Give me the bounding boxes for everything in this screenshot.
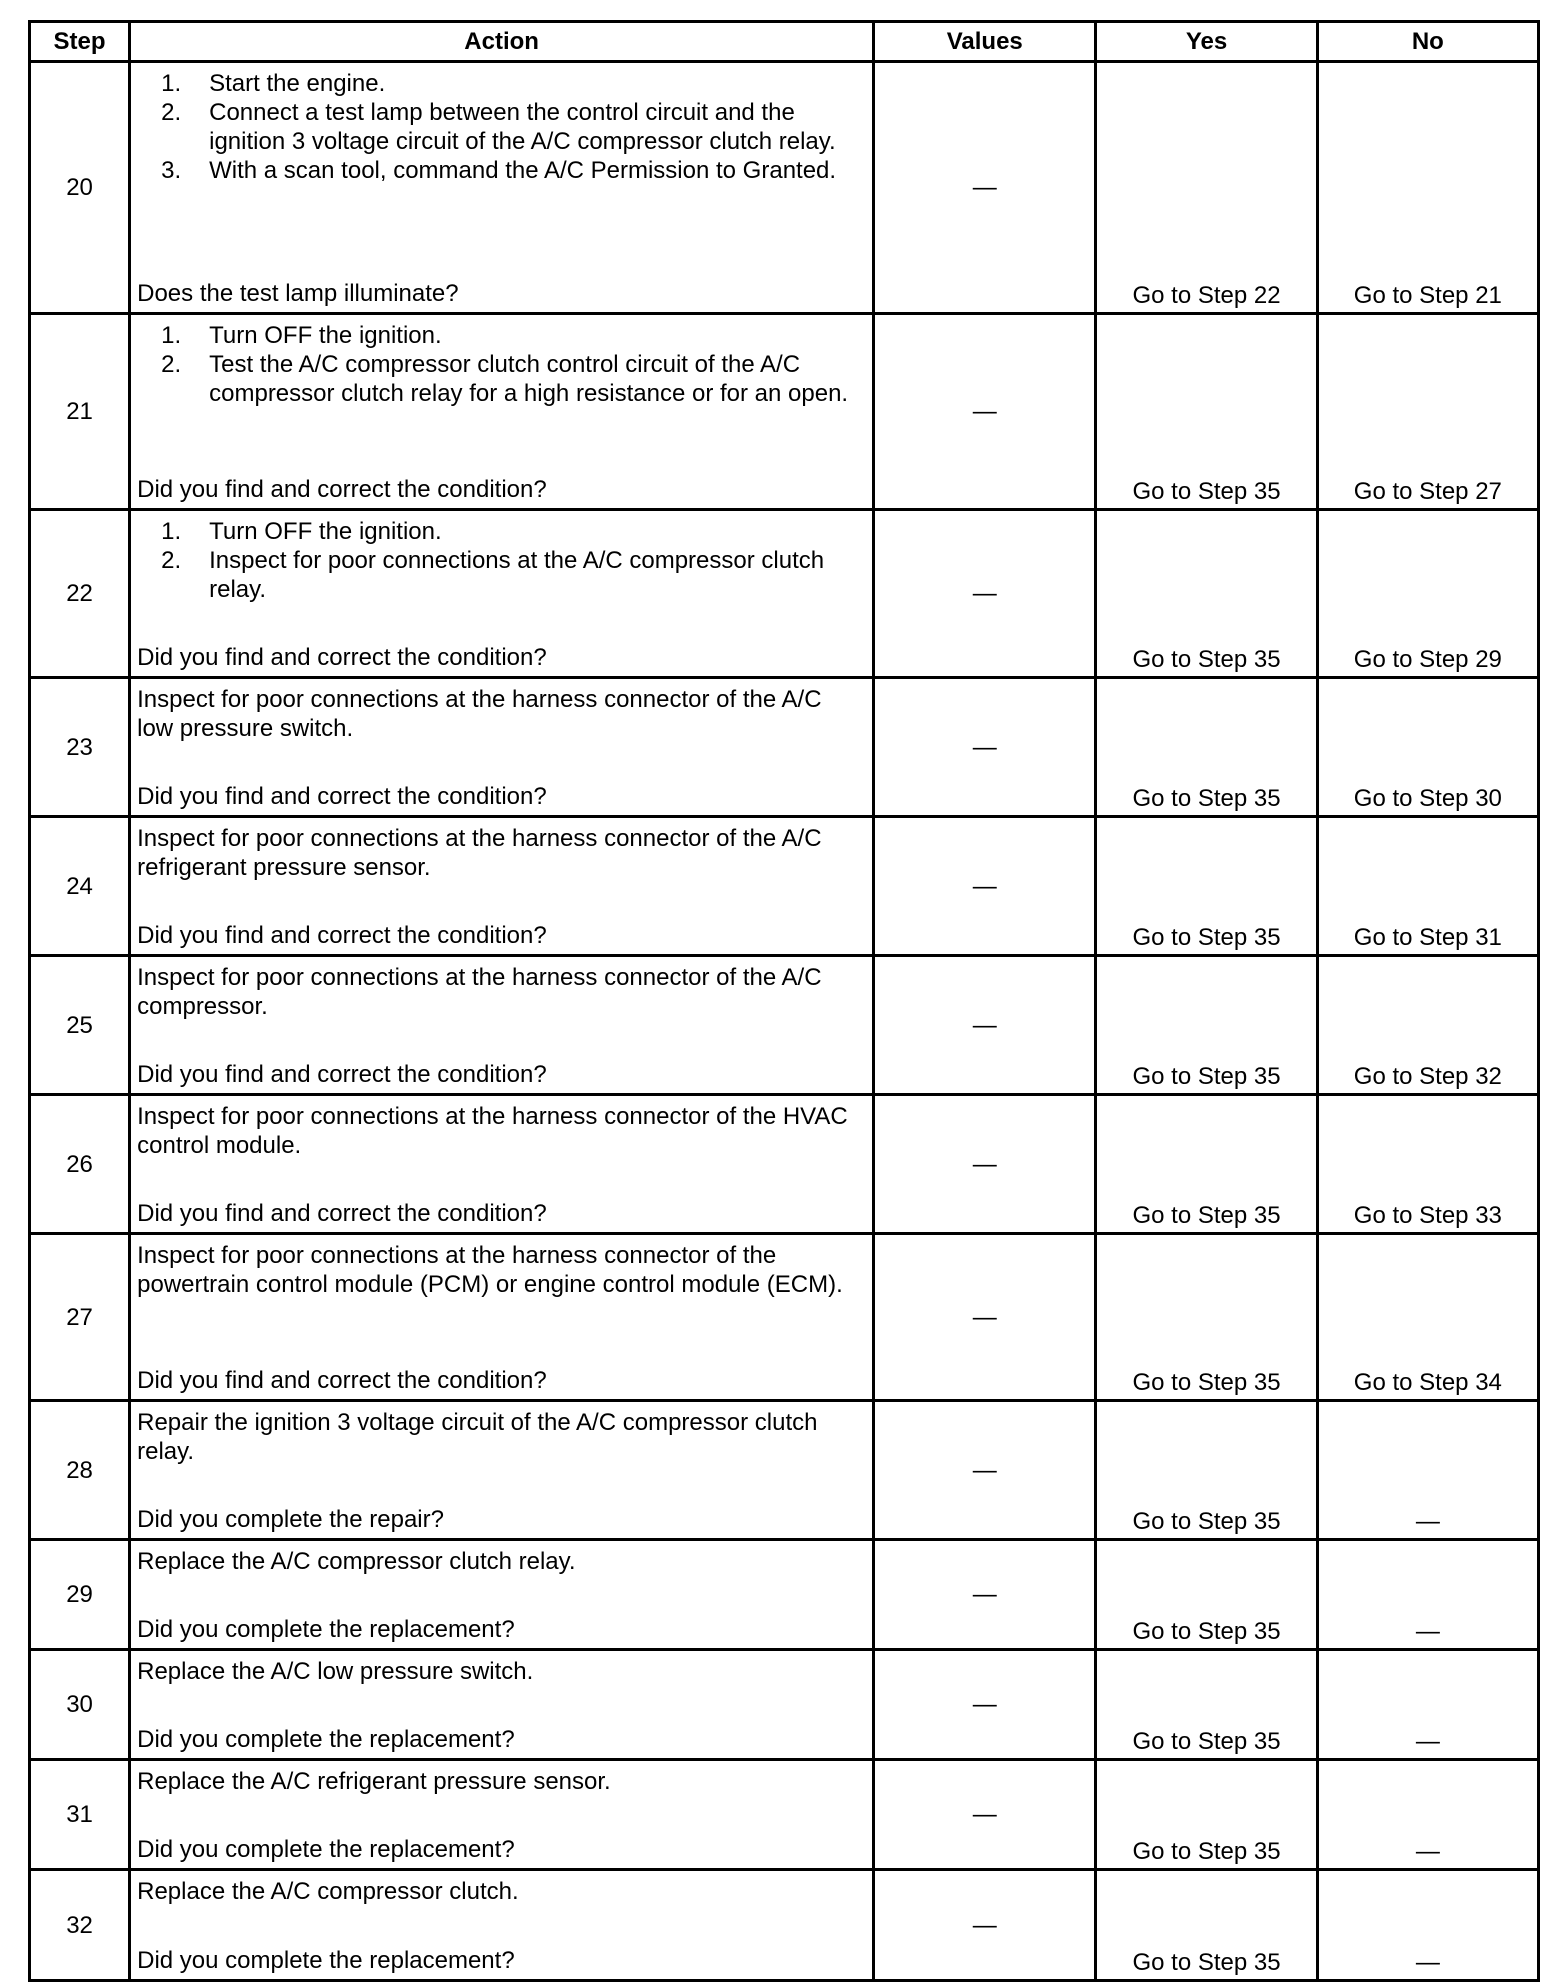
yes-result: Go to Step 35 [1096,1401,1317,1540]
table-row [30,678,1539,817]
action-question: Did you complete the replacement? [137,1616,515,1643]
table-row [30,1401,1539,1540]
step-number: 27 [30,1234,130,1401]
action-content [137,1408,864,1534]
action-cell [130,1401,874,1540]
action-cell [130,817,874,956]
yes-result: Go to Step 35 [1096,1650,1317,1760]
table-row [30,314,1539,510]
action-steps-list [137,517,864,604]
list-item-text: Test the A/C compressor clutch control circuit of the A/C compressor clutch relay for a high resistance or for an open. [209,351,849,407]
table-row [30,1540,1539,1650]
header-yes: Yes [1096,22,1317,62]
no-result: Go to Step 31 [1317,817,1538,956]
table-row [30,956,1539,1095]
action-content [137,1767,864,1864]
header-action: Action [130,22,874,62]
action-text: Inspect for poor connections at the harness connector of the HVAC control module. [137,1103,848,1159]
step-number: 23 [30,678,130,817]
values-cell: — [874,1234,1096,1401]
action-cell [130,956,874,1095]
action-text: Replace the A/C refrigerant pressure sensor. [137,1768,611,1795]
yes-result: Go to Step 35 [1096,1095,1317,1234]
action-content [137,685,864,811]
step-number: 32 [30,1870,130,1981]
action-question: Did you find and correct the condition? [137,783,547,810]
no-result: Go to Step 34 [1317,1234,1538,1401]
action-question: Did you complete the replacement? [137,1947,515,1974]
action-steps-list [137,69,864,185]
step-number: 31 [30,1760,130,1870]
list-item-number: 1. [161,518,182,545]
no-result: Go to Step 32 [1317,956,1538,1095]
list-item [137,98,864,156]
values-cell: — [874,1650,1096,1760]
action-cell [130,1870,874,1981]
yes-result: Go to Step 35 [1096,1540,1317,1650]
header-step: Step [30,22,130,62]
values-cell: — [874,510,1096,678]
action-text: Inspect for poor connections at the harness connector of the A/C compressor. [137,964,822,1020]
step-number: 20 [30,62,130,314]
action-question: Did you complete the replacement? [137,1836,515,1863]
list-item-number: 2. [161,351,182,378]
action-question: Did you find and correct the condition? [137,644,547,671]
yes-result: Go to Step 35 [1096,1234,1317,1401]
action-question: Did you find and correct the condition? [137,1367,547,1394]
action-question: Did you find and correct the condition? [137,1200,547,1227]
step-number: 22 [30,510,130,678]
values-cell: — [874,678,1096,817]
step-number: 29 [30,1540,130,1650]
action-cell [130,510,874,678]
action-cell [130,678,874,817]
action-text: Repair the ignition 3 voltage circuit of the A/C compressor clutch relay. [137,1409,818,1465]
list-item [137,69,864,98]
yes-result: Go to Step 35 [1096,817,1317,956]
yes-result: Go to Step 35 [1096,314,1317,510]
table-row [30,1234,1539,1401]
header-row [30,22,1539,62]
action-content [137,1102,864,1228]
step-number: 25 [30,956,130,1095]
list-item [137,517,864,546]
no-result: Go to Step 27 [1317,314,1538,510]
step-number: 21 [30,314,130,510]
list-item-text: With a scan tool, command the A/C Permission to Granted. [209,157,837,184]
action-question: Did you find and correct the condition? [137,476,547,503]
action-text: Inspect for poor connections at the harness connector of the A/C refrigerant pressure sensor. [137,825,822,881]
list-item-number: 2. [161,547,182,574]
list-item-number: 1. [161,70,182,97]
diagnostic-table [28,20,1540,1982]
table-row [30,1650,1539,1760]
no-result: — [1317,1650,1538,1760]
list-item-number: 3. [161,157,182,184]
values-cell: — [874,1870,1096,1981]
action-text: Inspect for poor connections at the harness connector of the powertrain control module (PCM) or engine control module (ECM). [137,1242,843,1298]
action-cell [130,314,874,510]
table-row [30,1870,1539,1981]
action-content [137,1657,864,1754]
action-content [137,963,864,1089]
table-row [30,1760,1539,1870]
action-question: Did you find and correct the condition? [137,922,547,949]
action-cell [130,1760,874,1870]
table-body [30,62,1539,1981]
step-number: 26 [30,1095,130,1234]
header-values: Values [874,22,1096,62]
action-text: Replace the A/C compressor clutch relay. [137,1548,576,1575]
action-question: Did you complete the repair? [137,1506,444,1533]
action-content [137,1241,864,1395]
values-cell: — [874,62,1096,314]
action-steps-list [137,321,864,408]
action-question: Did you complete the replacement? [137,1726,515,1753]
action-text: Replace the A/C low pressure switch. [137,1658,534,1685]
action-cell [130,1650,874,1760]
action-content [137,824,864,950]
values-cell: — [874,1760,1096,1870]
table-row [30,1095,1539,1234]
action-question: Did you find and correct the condition? [137,1061,547,1088]
values-cell: — [874,314,1096,510]
action-text: Replace the A/C compressor clutch. [137,1878,519,1905]
no-result: Go to Step 30 [1317,678,1538,817]
values-cell: — [874,1401,1096,1540]
step-number: 30 [30,1650,130,1760]
table-row [30,817,1539,956]
list-item-text: Turn OFF the ignition. [209,322,442,349]
no-result: Go to Step 33 [1317,1095,1538,1234]
list-item [137,350,864,408]
list-item [137,156,864,185]
list-item [137,321,864,350]
yes-result: Go to Step 35 [1096,1870,1317,1981]
yes-result: Go to Step 22 [1096,62,1317,314]
list-item-text: Inspect for poor connections at the A/C compressor clutch relay. [209,547,825,603]
values-cell: — [874,1095,1096,1234]
action-content [137,321,864,504]
table-row [30,510,1539,678]
header-no: No [1317,22,1538,62]
values-cell: — [874,956,1096,1095]
list-item-text: Start the engine. [209,70,386,97]
step-number: 24 [30,817,130,956]
yes-result: Go to Step 35 [1096,510,1317,678]
action-question: Does the test lamp illuminate? [137,280,459,307]
yes-result: Go to Step 35 [1096,678,1317,817]
no-result: — [1317,1760,1538,1870]
step-number: 28 [30,1401,130,1540]
no-result: — [1317,1540,1538,1650]
no-result: — [1317,1401,1538,1540]
list-item-number: 2. [161,99,182,126]
yes-result: Go to Step 35 [1096,956,1317,1095]
no-result: Go to Step 29 [1317,510,1538,678]
yes-result: Go to Step 35 [1096,1760,1317,1870]
action-content [137,69,864,308]
list-item-number: 1. [161,322,182,349]
action-cell [130,1234,874,1401]
no-result: Go to Step 21 [1317,62,1538,314]
list-item [137,546,864,604]
table-row [30,62,1539,314]
action-text: Inspect for poor connections at the harness connector of the A/C low pressure switch. [137,686,822,742]
no-result: — [1317,1870,1538,1981]
values-cell: — [874,817,1096,956]
list-item-text: Connect a test lamp between the control circuit and the ignition 3 voltage circuit of the A/C compressor clutch relay. [209,99,836,155]
action-cell [130,62,874,314]
list-item-text: Turn OFF the ignition. [209,518,442,545]
action-cell [130,1540,874,1650]
action-content [137,1547,864,1644]
values-cell: — [874,1540,1096,1650]
action-cell [130,1095,874,1234]
action-content [137,1877,864,1975]
action-content [137,517,864,672]
